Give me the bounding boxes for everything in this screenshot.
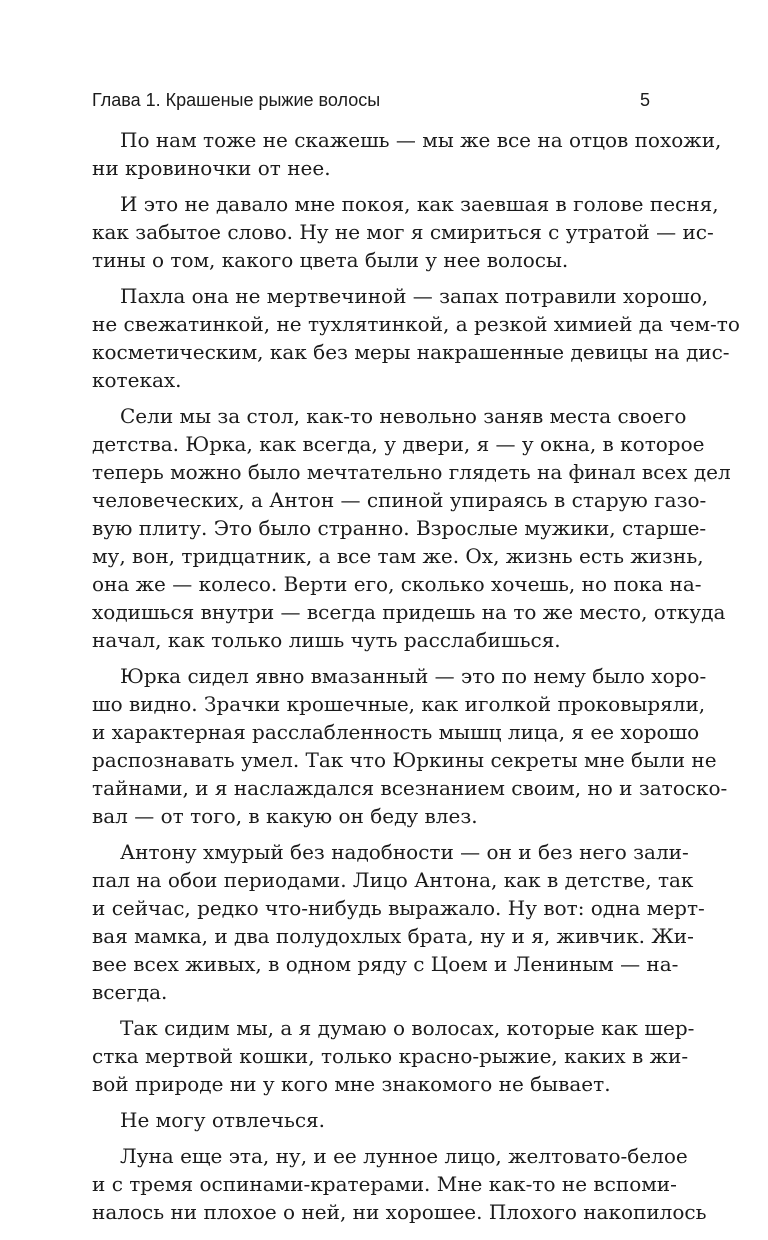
paragraph [92, 126, 722, 182]
paragraph [92, 282, 740, 394]
text-line: Сели мы за стол, как-то невольно заняв места своего [120, 404, 687, 428]
text-line: и с тремя оспинами-кратерами. Мне как-то не вспоми- [92, 1172, 677, 1196]
text-line: вую плиту. Это было странно. Взрослые мужики, старше- [92, 516, 707, 540]
text-line: вой природе ни у кого мне знакомого не бывает. [92, 1072, 611, 1096]
chapter-title: Глава 1. Крашеные рыжие волосы [92, 90, 381, 110]
text-line: и сейчас, редко что-нибудь выражало. Ну вот: одна мерт- [92, 896, 705, 920]
paragraph [92, 1142, 707, 1226]
page-number: 5 [639, 90, 650, 110]
text-line: распознавать умел. Так что Юркины секреты мне были не [92, 748, 717, 772]
text-line: пал на обои периодами. Лицо Антона, как в детстве, так [92, 868, 694, 892]
text-line: Луна еще эта, ну, и ее лунное лицо, желтовато-белое [120, 1144, 688, 1168]
text-line: По нам тоже не скажешь — мы же все на отцов похожи, [120, 128, 722, 152]
text-line: Так сидим мы, а я думаю о волосах, которые как шер- [120, 1016, 695, 1040]
text-line: всегда. [92, 980, 168, 1004]
text-line: налось ни плохое о ней, ни хорошее. Плохого накопилось [92, 1200, 707, 1224]
paragraph [92, 838, 705, 1006]
text-line: стка мертвой кошки, только красно-рыжие, каких в жи- [92, 1044, 689, 1068]
text-line: тины о том, какого цвета были у нее волосы. [92, 248, 569, 272]
text-line: шо видно. Зрачки крошечные, как иголкой проковыряли, [92, 692, 706, 716]
paragraph [92, 1014, 695, 1098]
text-line: вая мамка, и два полудохлых брата, ну и я, живчик. Жи- [92, 924, 694, 948]
text-line: ни кровиночки от нее. [92, 156, 331, 180]
body-text [92, 126, 740, 1234]
text-line: котеках. [92, 368, 182, 392]
text-line: не свежатинкой, не тухлятинкой, а резкой химией да чем-то [92, 312, 740, 336]
text-line: Не могу отвлечься. [120, 1108, 326, 1132]
text-line: Антону хмурый без надобности — он и без него зали- [120, 840, 689, 864]
text-line: детства. Юрка, как всегда, у двери, я — у окна, в которое [92, 432, 705, 456]
running-head [92, 90, 650, 114]
text-line: косметическим, как без меры накрашенные девицы на дис- [92, 340, 730, 364]
text-line: вее всех живых, в одном ряду с Цоем и Лениным — на- [92, 952, 679, 976]
text-line: начал, как только лишь чуть расслабишься. [92, 628, 561, 652]
text-line: как забытое слово. Ну не мог я смириться с утратой — ис- [92, 220, 714, 244]
text-line: вал — от того, в какую он беду влез. [92, 804, 478, 828]
text-line: И это не давало мне покоя, как заевшая в голове песня, [120, 192, 719, 216]
paragraph [92, 190, 719, 274]
text-line: Юрка сидел явно вмазанный — это по нему было хоро- [120, 664, 707, 688]
text-line: она же — колесо. Верти его, сколько хочешь, но пока на- [92, 572, 702, 596]
text-line: ходишься внутри — всегда придешь на то же место, откуда [92, 600, 726, 624]
text-line: му, вон, тридцатник, а все там же. Ох, жизнь есть жизнь, [92, 544, 704, 568]
text-line: тайнами, и я наслаждался всезнанием своим, но и затоско- [92, 776, 728, 800]
text-line: и характерная расслабленность мышц лица, я ее хорошо [92, 720, 700, 744]
text-line: Пахла она не мертвечиной — запах потравили хорошо, [120, 284, 709, 308]
text-line: теперь можно было мечтательно глядеть на финал всех дел [92, 460, 731, 484]
paragraph [92, 1106, 656, 1134]
paragraph [92, 402, 731, 654]
text-line: человеческих, а Антон — спиной упираясь в старую газо- [92, 488, 707, 512]
paragraph [92, 662, 728, 830]
